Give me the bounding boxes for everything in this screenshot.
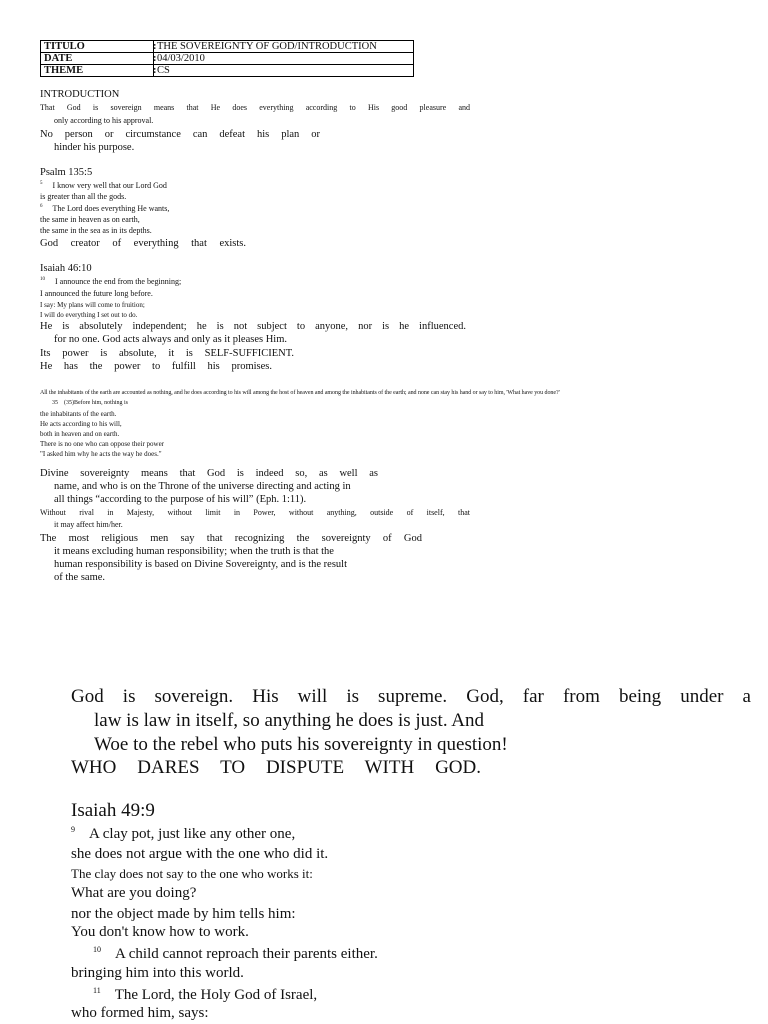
isaiah46-verse-10: $^{10}$ I announce the end from the beginning; xyxy=(40,277,182,286)
divine-paragraph-1-line-2: name, and who is on the Throne of the universe directing and acting in xyxy=(54,481,351,492)
header-value: CS xyxy=(154,65,414,77)
divine-paragraph-3-line-3: human responsibility is based on Divine Sovereignty, and is the result xyxy=(54,559,347,570)
zoom-paragraph-2: WHO DARES TO DISPUTE WITH GOD. xyxy=(71,757,481,778)
isaiah49-line: The clay does not say to the one who works it: xyxy=(71,866,313,881)
daniel-line: "I asked him why he acts the way he does." xyxy=(40,450,162,458)
psalm-line: is greater than all the gods. xyxy=(40,192,127,201)
psalm-line: the same in heaven as on earth, xyxy=(40,215,140,224)
psalm-verse-5: $^5$ I know very well that our Lord God xyxy=(40,181,167,190)
divine-paragraph-1: Divine sovereignty means that God is indeed so, as well as xyxy=(40,468,378,479)
isaiah46-paragraph-2: Its power is absolute, it is SELF-SUFFICIENT. xyxy=(40,348,294,359)
isaiah46-reference: Isaiah 46:10 xyxy=(40,263,92,274)
isaiah49-line: nor the object made by him tells him: xyxy=(71,906,296,922)
header-row-titulo xyxy=(41,41,414,53)
daniel-line: both in heaven and on earth. xyxy=(40,430,120,438)
intro-heading: INTRODUCTION xyxy=(40,89,120,100)
divine-paragraph-3: The most religious men say that recognizing the sovereignty of God xyxy=(40,533,422,544)
isaiah46-line: I say: My plans will come to fruition; xyxy=(40,301,145,309)
divine-paragraph-1-line-3: all things “according to the purpose of his will” (Eph. 1:11). xyxy=(54,494,307,505)
psalm-verse-6: $^6$ The Lord does everything He wants, xyxy=(40,204,170,213)
divine-paragraph-3-line-2: it means excluding human responsibility; when the truth is that the xyxy=(54,546,334,557)
isaiah49-line: she does not argue with the one who did it. xyxy=(71,846,329,862)
intro-paragraph-1: That God is sovereign means that He does everything according to His good pleasure and xyxy=(40,103,470,112)
header-table xyxy=(40,40,414,77)
header-row-theme xyxy=(41,65,414,77)
verse-number: 10 xyxy=(93,945,101,954)
zoom-paragraph-1: God is sovereign. His will is supreme. God, far from being under a xyxy=(71,686,751,707)
header-row-date xyxy=(41,53,414,65)
psalm-line: the same in the sea as in its depths. xyxy=(40,226,152,235)
daniel-line: the inhabitants of the earth. xyxy=(40,410,117,418)
isaiah49-verse-9: $^9$ A clay pot, just like any other one, xyxy=(71,825,296,842)
zoom-paragraph-1-line-2: law is law in itself, so anything he does is just. And xyxy=(94,710,485,731)
isaiah49-verse-11: $^{11}$ The Lord, the Holy God of Israel, xyxy=(93,986,318,1003)
intro-paragraph-1-cont: only according to his approval. xyxy=(54,116,154,125)
verse-number: 9 xyxy=(71,825,75,834)
isaiah49-line: bringing him into this world. xyxy=(71,965,244,981)
isaiah46-line: I announced the future long before. xyxy=(40,289,153,298)
isaiah49-line: You don't know how to work. xyxy=(71,924,249,940)
intro-paragraph-2: No person or circumstance can defeat his plan or xyxy=(40,129,320,140)
intro-paragraph-2-cont: hinder his purpose. xyxy=(54,142,135,153)
isaiah46-paragraph-1-cont: for no one. God acts always and only as it pleases Him. xyxy=(54,334,287,345)
verse-number: 10 xyxy=(40,277,45,283)
header-colon: : xyxy=(153,65,157,76)
header-value: 04/03/2010 xyxy=(154,53,414,65)
psalm-after: God creator of everything that exists. xyxy=(40,238,246,249)
daniel-verse-35: 35 (35)Before him, nothing is xyxy=(52,400,128,406)
daniel-long-line: All the inhabitants of the earth are accounted as nothing, and he does according to his will among the host of heaven and among the inhabitants of the earth; and none can stay his hand or say to him, 'What have you done?' xyxy=(40,390,560,396)
zoom-paragraph-1-line-3: Woe to the rebel who puts his sovereignty in question! xyxy=(94,734,508,755)
isaiah46-paragraph-3: He has the power to fulfill his promises. xyxy=(40,361,272,372)
divine-paragraph-3-line-4: of the same. xyxy=(54,572,106,583)
header-colon: : xyxy=(153,53,157,64)
verse-number: 6 xyxy=(40,204,43,210)
daniel-line: There is no one who can oppose their power xyxy=(40,440,165,448)
header-key: THEME : xyxy=(41,65,154,77)
isaiah49-line: What are you doing? xyxy=(71,885,197,901)
verse-number: 5 xyxy=(40,181,43,187)
verse-number: 35 xyxy=(52,400,58,406)
isaiah49-reference: Isaiah 49:9 xyxy=(71,800,155,821)
header-key: TITULO : xyxy=(41,41,154,53)
psalm-reference: Psalm 135:5 xyxy=(40,167,93,178)
header-value: THE SOVEREIGNTY OF GOD/INTRODUCTION xyxy=(154,41,414,53)
divine-paragraph-2-cont: it may affect him/her. xyxy=(54,520,123,529)
header-colon: : xyxy=(153,41,157,52)
verse-number: 11 xyxy=(93,986,101,995)
isaiah49-verse-10: $^{10}$ A child cannot reproach their parents either. xyxy=(93,945,378,962)
isaiah46-line: I will do everything I set out to do. xyxy=(40,311,138,319)
isaiah46-paragraph-1: He is absolutely independent; he is not subject to anyone, nor is he influenced. xyxy=(40,321,466,332)
header-key: DATE : xyxy=(41,53,154,65)
isaiah49-line: who formed him, says: xyxy=(71,1005,209,1021)
daniel-line: He acts according to his will, xyxy=(40,420,122,428)
divine-paragraph-2: Without rival in Majesty, without limit in Power, without anything, outside of itself, that xyxy=(40,508,470,517)
